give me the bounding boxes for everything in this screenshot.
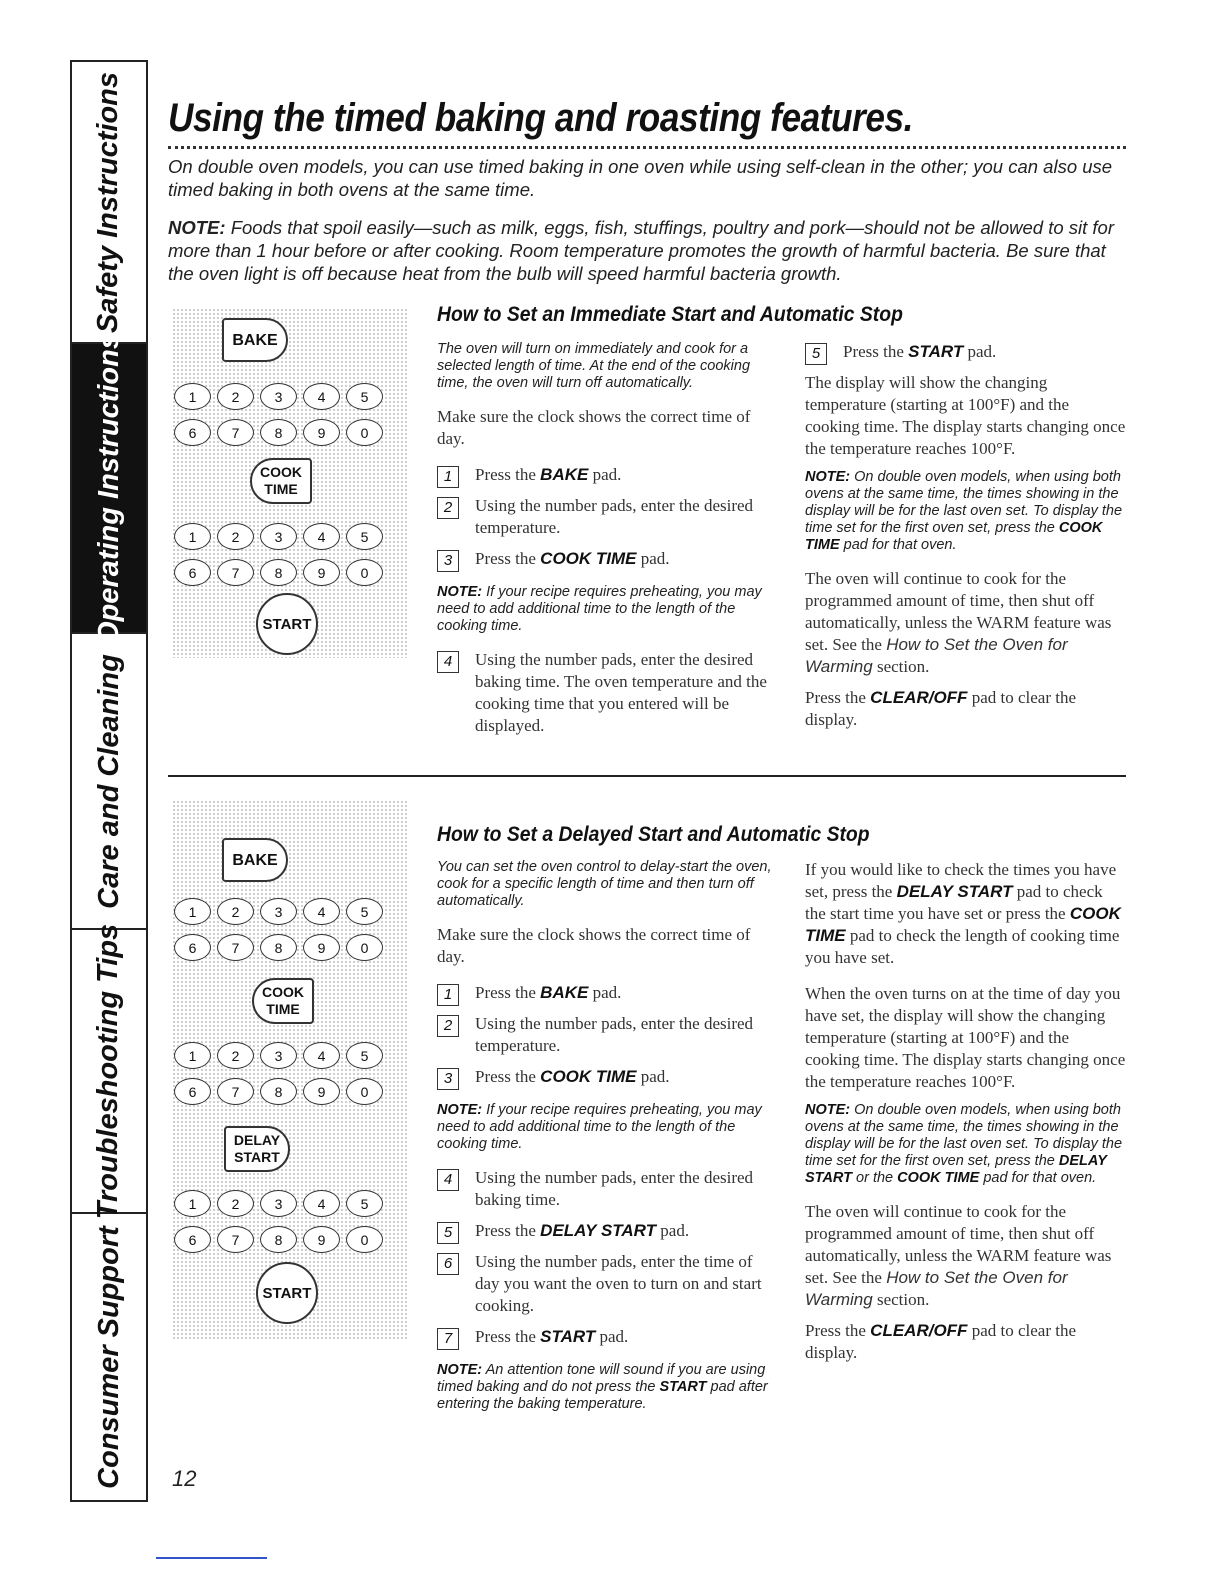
page-title: Using the timed baking and roasting features. — [168, 96, 913, 140]
note-double-oven: NOTE: On double oven models, when using both ovens at the same time, the times showing in the display will be for the last oven set. To display the time set for the first oven set, press the COOK TIME pad for that oven. — [805, 469, 1123, 553]
number-pad-8: 8 — [260, 934, 297, 961]
cook-time-pad — [252, 978, 314, 1024]
step-1: 1 Press the BAKE pad. — [437, 464, 777, 486]
section2-right-column — [805, 859, 1127, 1364]
step-number: 7 — [437, 1328, 459, 1350]
bottom-link-underline[interactable] — [156, 1557, 267, 1559]
step-6: 6 Using the number pads, enter the time of day you want the oven to turn on and start cooking. — [437, 1251, 777, 1317]
number-pad-1: 1 — [174, 523, 211, 550]
note-label: NOTE: — [168, 217, 226, 238]
number-row — [174, 523, 383, 550]
section2-left-column — [437, 859, 777, 1413]
number-pad-3: 3 — [260, 383, 297, 410]
number-pad-8: 8 — [260, 419, 297, 446]
delay-start-pad — [224, 1126, 290, 1172]
start-pad: START — [256, 1262, 318, 1324]
check-times-text: If you would like to check the times you have set, press the DELAY START pad to check the start time you have set or press the COOK TIME pad to check the length of cooking time you have set. — [805, 860, 1121, 967]
clock-instruction: Make sure the clock shows the correct time of day. — [437, 407, 751, 448]
number-row — [174, 898, 383, 925]
clock-instruction: Make sure the clock shows the correct time of day. — [437, 925, 751, 966]
step-number: 1 — [437, 984, 459, 1006]
number-pad-3: 3 — [260, 523, 297, 550]
section-heading-delayed: How to Set a Delayed Start and Automatic Stop — [437, 822, 870, 846]
step-3: 3 Press the COOK TIME pad. — [437, 1066, 777, 1088]
number-pad-4: 4 — [303, 1042, 340, 1069]
number-pad-9: 9 — [303, 934, 340, 961]
step-number: 1 — [437, 466, 459, 488]
number-pad-2: 2 — [217, 383, 254, 410]
title-rule — [168, 146, 1126, 149]
number-pad-3: 3 — [260, 1190, 297, 1217]
number-row — [174, 1042, 383, 1069]
number-pad-3: 3 — [260, 898, 297, 925]
note-preheat: NOTE: If your recipe requires preheating, you may need to add additional time to the length of the cooking time. — [437, 584, 762, 634]
note-double-oven: NOTE: On double oven models, when using both ovens at the same time, the times showing in the display will be for the last oven set. To display the time set for the first oven set, press the DELAY START or the COOK TIME pad for that oven. — [805, 1102, 1123, 1186]
number-pad-0: 0 — [346, 559, 383, 586]
step-number: 6 — [437, 1253, 459, 1275]
step-5: 5 Press the DELAY START pad. — [437, 1220, 777, 1242]
number-pad-1: 1 — [174, 1042, 211, 1069]
section1-lead: The oven will turn on immediately and cook for a selected length of time. At the end of the cooking time, the oven will turn off automatically. — [437, 341, 751, 391]
intro-paragraph: On double oven models, you can use timed baking in one oven while using self-clean in the other; you can also use timed baking in both ovens at the same time. — [168, 156, 1113, 200]
step-number: 4 — [437, 1169, 459, 1191]
number-pad-6: 6 — [174, 559, 211, 586]
number-row — [174, 1226, 383, 1253]
number-pad-8: 8 — [260, 1226, 297, 1253]
number-pad-4: 4 — [303, 1190, 340, 1217]
step-2: 2 Using the number pads, enter the desired temperature. — [437, 1013, 777, 1057]
tab-troubleshooting-tips[interactable] — [72, 923, 146, 1219]
delay-start-pad-label: DELAY START — [233, 1132, 281, 1165]
tab-label: Troubleshooting Tips — [92, 923, 125, 1219]
note-preheat: NOTE: If your recipe requires preheating, you may need to add additional time to the length of the cooking time. — [437, 1102, 762, 1152]
number-pad-8: 8 — [260, 559, 297, 586]
cook-time-pad-label: COOK TIME — [260, 464, 302, 497]
step-2: 2 Using the number pads, enter the desired temperature. — [437, 495, 777, 539]
number-pad-0: 0 — [346, 419, 383, 446]
number-pad-5: 5 — [346, 1042, 383, 1069]
number-pad-6: 6 — [174, 934, 211, 961]
number-pad-2: 2 — [217, 1042, 254, 1069]
cook-time-pad — [250, 458, 312, 504]
note-text: Foods that spoil easily—such as milk, eggs, fish, stuffings, poultry and pork—should not be allowed to sit for more than 1 hour before or after cooking. Room temperature promotes the growth of harmful bacteria. Be sure that the oven light is off because heat from the bulb will speed harmful bacteria growth. — [168, 217, 1115, 284]
number-pad-9: 9 — [303, 1226, 340, 1253]
tab-label: Safety Instructions — [92, 71, 125, 333]
number-pad-4: 4 — [303, 898, 340, 925]
number-pad-6: 6 — [174, 1226, 211, 1253]
step-4: 4 Using the number pads, enter the desired baking time. The oven temperature and the cooking time that you entered will be displayed. — [437, 649, 777, 737]
step-number: 3 — [437, 1068, 459, 1090]
number-pad-5: 5 — [346, 898, 383, 925]
number-row — [174, 1190, 383, 1217]
number-pad-6: 6 — [174, 419, 211, 446]
number-pad-9: 9 — [303, 1078, 340, 1105]
number-pad-6: 6 — [174, 1078, 211, 1105]
section2-lead: You can set the oven control to delay-start the oven, cook for a specific length of time and then turn off automatically. — [437, 859, 772, 909]
step-4: 4 Using the number pads, enter the desired baking time. — [437, 1167, 777, 1211]
bake-pad: BAKE — [222, 318, 288, 362]
when-oven-turns-on-text: When the oven turns on at the time of day you have set, the display will show the changing temperature (starting at 100°F) and the cooking time. The display starts changing once the temperature reaches 100°F. — [805, 984, 1126, 1091]
number-row — [174, 934, 383, 961]
continue-text: The oven will continue to cook for the programmed amount of time, then shut off automatically, unless the WARM feature was set. See the How to Set the Oven for Warming section. — [805, 569, 1112, 676]
clear-instruction: Press the CLEAR/OFF pad to clear the display. — [805, 1321, 1077, 1362]
keypad-illustration-delayed — [172, 800, 407, 1340]
section1-left-column — [437, 341, 777, 737]
cook-time-pad-label: COOK TIME — [262, 984, 304, 1017]
tab-label: Care and Cleaning — [92, 653, 125, 909]
display-text: The display will show the changing temperature (starting at 100°F) and the cooking time. The display starts changing once the temperature reaches 100°F. — [805, 373, 1126, 458]
continue-text: The oven will continue to cook for the programmed amount of time, then shut off automatically, unless the WARM feature was set. See the How to Set the Oven for Warming section. — [805, 1202, 1112, 1309]
tab-consumer-support[interactable] — [72, 1214, 146, 1500]
note-attention-tone: NOTE: An attention tone will sound if you are using timed baking and do not press the START pad after entering the baking temperature. — [437, 1362, 768, 1412]
number-row — [174, 559, 383, 586]
section1-right-column — [805, 341, 1127, 731]
number-pad-2: 2 — [217, 898, 254, 925]
step-number: 3 — [437, 550, 459, 572]
number-pad-7: 7 — [217, 934, 254, 961]
step-number: 4 — [437, 651, 459, 673]
number-pad-7: 7 — [217, 1226, 254, 1253]
number-pad-3: 3 — [260, 1042, 297, 1069]
section-heading-immediate: How to Set an Immediate Start and Automatic Stop — [437, 302, 903, 326]
step-1: 1 Press the BAKE pad. — [437, 982, 777, 1004]
step-number: 5 — [437, 1222, 459, 1244]
step-number: 2 — [437, 497, 459, 519]
keypad-illustration-immediate — [172, 308, 407, 658]
number-row — [174, 1078, 383, 1105]
side-tabs — [70, 60, 148, 1502]
number-pad-5: 5 — [346, 383, 383, 410]
number-pad-2: 2 — [217, 1190, 254, 1217]
tab-label: Operating Instructions — [92, 332, 125, 644]
number-pad-5: 5 — [346, 523, 383, 550]
number-pad-7: 7 — [217, 1078, 254, 1105]
number-pad-1: 1 — [174, 898, 211, 925]
number-pad-2: 2 — [217, 523, 254, 550]
number-pad-8: 8 — [260, 1078, 297, 1105]
section-divider — [168, 775, 1126, 777]
number-pad-0: 0 — [346, 1226, 383, 1253]
tab-operating-instructions[interactable] — [72, 332, 146, 644]
number-pad-9: 9 — [303, 419, 340, 446]
step-number: 2 — [437, 1015, 459, 1037]
step-number: 5 — [805, 343, 827, 365]
number-pad-4: 4 — [303, 383, 340, 410]
bake-pad: BAKE — [222, 838, 288, 882]
intro-note — [168, 216, 1126, 285]
number-pad-1: 1 — [174, 383, 211, 410]
number-row — [174, 419, 383, 446]
number-pad-1: 1 — [174, 1190, 211, 1217]
page-number: 12 — [172, 1466, 197, 1491]
tab-safety-instructions[interactable] — [72, 62, 146, 344]
number-pad-0: 0 — [346, 934, 383, 961]
number-pad-7: 7 — [217, 559, 254, 586]
tab-label: Consumer Support — [92, 1225, 125, 1489]
step-7: 7 Press the START pad. — [437, 1326, 777, 1348]
number-pad-5: 5 — [346, 1190, 383, 1217]
number-pad-7: 7 — [217, 419, 254, 446]
step-3: 3 Press the COOK TIME pad. — [437, 548, 777, 570]
number-row — [174, 383, 383, 410]
tab-care-and-cleaning[interactable] — [72, 634, 146, 930]
start-pad: START — [256, 593, 318, 655]
number-pad-4: 4 — [303, 523, 340, 550]
step-5: 5 Press the START pad. — [805, 341, 1127, 363]
clear-instruction: Press the CLEAR/OFF pad to clear the display. — [805, 688, 1077, 729]
number-pad-9: 9 — [303, 559, 340, 586]
number-pad-0: 0 — [346, 1078, 383, 1105]
